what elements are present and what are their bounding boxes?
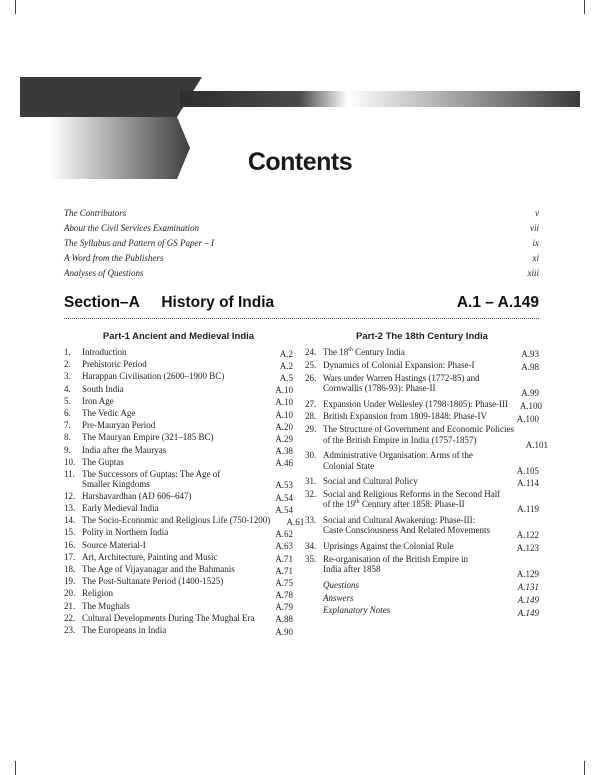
front-matter-page: vii xyxy=(530,223,539,233)
entry-page: A.90 xyxy=(275,626,293,637)
toc-entry[interactable] xyxy=(305,373,539,399)
entry-title-block xyxy=(323,424,514,450)
entry-page: A.88 xyxy=(275,614,293,625)
front-matter-page: xi xyxy=(532,253,539,263)
toc-entry[interactable] xyxy=(64,384,293,396)
superscript: th xyxy=(355,499,360,506)
entry-page: A.100 xyxy=(519,400,543,411)
entry-title: Questions xyxy=(323,579,359,590)
entry-number: 8. xyxy=(64,432,71,443)
entry-title: The Mauryan Empire (321–185 BC) xyxy=(82,432,214,443)
entry-title: Answers xyxy=(323,592,354,603)
entry-page: A.71 xyxy=(275,565,293,576)
toc-entry[interactable] xyxy=(64,625,293,637)
entry-title: Explanatory Notes xyxy=(323,605,391,616)
front-matter-title: A Word from the Publishers xyxy=(64,253,164,263)
entry-title: The Structure of Government and Economic Policies xyxy=(323,424,514,435)
entry-title: India after the Mauryas xyxy=(82,444,167,455)
entry-title-line2: Caste Consciousness And Related Movements xyxy=(323,525,490,536)
toc-entry[interactable] xyxy=(64,408,293,420)
entry-number: 10. xyxy=(64,456,76,467)
entry-page: A.119 xyxy=(517,504,539,515)
crop-mark xyxy=(15,0,16,14)
entry-page: A.5 xyxy=(279,373,293,384)
toc-entry[interactable] xyxy=(64,515,305,527)
page-title: Contents xyxy=(247,148,353,176)
section-name: History of India xyxy=(161,294,275,311)
entry-title: Expansion Under Wellesley (1798-1805): Phase-III xyxy=(323,398,509,409)
entry-title-block xyxy=(323,554,505,580)
entry-title-line2: Smaller Kingdoms xyxy=(82,479,150,490)
part1-heading: Part-1 Ancient and Medieval India xyxy=(102,331,255,342)
entry-title-line2: of the 19 xyxy=(323,499,355,510)
entry-number-spacer xyxy=(305,580,323,593)
entry-title: Re-organisation of the British Empire in xyxy=(323,553,469,564)
entry-page: A.78 xyxy=(275,590,293,601)
entry-page: A.129 xyxy=(516,569,539,580)
front-matter-page: v xyxy=(535,208,539,218)
entry-number: 32. xyxy=(305,488,317,499)
entry-title: Cultural Developments During The Mughal Era xyxy=(82,612,255,623)
entry-page: A.131 xyxy=(517,582,539,593)
toc-entry[interactable] xyxy=(64,527,293,539)
entry-page: A.2 xyxy=(279,348,293,359)
entry-number: 19. xyxy=(64,576,76,587)
toc-entry[interactable] xyxy=(64,359,293,371)
entry-number: 7. xyxy=(64,420,71,431)
section-divider xyxy=(64,318,539,319)
entry-number: 28. xyxy=(305,411,317,422)
toc-entry[interactable] xyxy=(305,360,539,373)
toc-entry[interactable] xyxy=(305,515,539,541)
entry-title: Administrative Organisation: Arms of the xyxy=(323,450,473,461)
superscript: th xyxy=(348,347,353,353)
front-matter-page: xiii xyxy=(527,268,539,278)
part1-column xyxy=(64,330,305,637)
toc-extra-entry[interactable] xyxy=(305,593,539,606)
entry-title-line2-block xyxy=(323,499,505,510)
entry-page: A.20 xyxy=(275,421,293,432)
entry-title-block xyxy=(82,469,259,491)
entry-title: Introduction xyxy=(82,347,127,357)
toc-entry[interactable] xyxy=(305,411,539,424)
entry-page: A.71 xyxy=(275,553,293,564)
entry-title: Source Material-I xyxy=(82,539,146,550)
entry-page: A.53 xyxy=(275,480,293,491)
toc-entry[interactable] xyxy=(64,396,293,408)
front-matter-item[interactable] xyxy=(64,266,539,281)
entry-title-rest: Century India xyxy=(352,347,405,357)
entry-number-spacer xyxy=(305,605,323,618)
entry-title: Prehistoric Period xyxy=(82,359,147,370)
section-heading[interactable] xyxy=(64,294,539,312)
toc-entry[interactable] xyxy=(64,564,293,576)
entry-number: 15. xyxy=(64,527,76,538)
front-matter-page: ix xyxy=(532,238,539,248)
entry-number: 5. xyxy=(64,395,71,406)
toc-entry[interactable] xyxy=(64,445,293,457)
entry-title: Harappan Civilisation (2600–1900 BC) xyxy=(82,371,225,382)
entry-title: Social and Cultural Policy xyxy=(323,476,418,487)
entry-title-line2: Cornwallis (1786-93): Phase-II xyxy=(323,383,436,394)
toc-entry[interactable] xyxy=(64,491,293,503)
entry-title-block xyxy=(323,515,505,541)
entry-page: A.62 xyxy=(275,529,293,540)
toc-entry[interactable] xyxy=(64,588,293,600)
entry-title: Iron Age xyxy=(82,395,114,406)
toc-extra-entry[interactable] xyxy=(305,605,539,618)
entry-number: 23. xyxy=(64,624,76,635)
toc-entry[interactable] xyxy=(64,457,293,469)
toc-entry[interactable] xyxy=(305,541,539,554)
entry-number: 6. xyxy=(64,407,71,418)
toc-entry[interactable] xyxy=(305,450,539,476)
front-matter-item[interactable] xyxy=(64,251,539,266)
entry-title-block xyxy=(323,450,505,476)
entry-title: Religion xyxy=(82,588,113,599)
entry-number: 34. xyxy=(305,540,317,551)
header-banner xyxy=(20,77,580,117)
entry-number: 31. xyxy=(305,476,317,487)
entry-page: A.149 xyxy=(517,607,539,618)
entry-title-line2: of the British Empire in India (1757-1857) xyxy=(323,434,477,445)
entry-page: A.123 xyxy=(516,543,539,554)
entry-title: The Vedic Age xyxy=(82,407,136,418)
entry-title: Social and Religious Reforms in the Second Half xyxy=(323,488,501,499)
front-matter-list xyxy=(64,206,539,281)
entry-number: 24. xyxy=(305,347,317,357)
entry-page: A.75 xyxy=(275,577,293,588)
toc-entry[interactable] xyxy=(305,476,539,489)
toc-entry[interactable] xyxy=(64,469,293,491)
entry-title: Dynamics of Colonial Expansion: Phase-I xyxy=(323,359,475,370)
entry-number: 33. xyxy=(305,514,317,525)
toc-entry[interactable] xyxy=(64,503,293,515)
front-matter-item[interactable] xyxy=(64,236,539,251)
front-matter-item[interactable] xyxy=(64,221,539,236)
entry-page: A.61 xyxy=(286,516,305,527)
front-matter-title: About the Civil Services Examination xyxy=(64,223,199,233)
entry-page: A.98 xyxy=(521,362,539,373)
toc-entry[interactable] xyxy=(64,420,293,432)
entry-title: The Socio-Economic and Religious Life (750-1200) xyxy=(82,515,271,526)
entry-number: 29. xyxy=(305,424,317,435)
entry-page: A.99 xyxy=(521,388,539,399)
entry-page: A.10 xyxy=(275,409,293,420)
part2-heading: Part-2 The 18th Century India xyxy=(356,331,488,342)
entry-title: Art, Architecture, Painting and Music xyxy=(82,551,218,562)
entry-title: Social and Cultural Awakening: Phase-III: xyxy=(323,514,476,525)
entry-page: A.149 xyxy=(517,594,539,605)
entry-title: The Post-Sultanate Period (1400-1525) xyxy=(82,576,224,587)
entry-page: A.101 xyxy=(525,439,548,450)
entry-title: South India xyxy=(82,383,124,394)
entry-page: A.10 xyxy=(275,397,293,408)
toc-entry[interactable] xyxy=(64,601,293,613)
entry-title: The Mughals xyxy=(82,600,130,611)
entry-title-line2: India after 1858 xyxy=(323,564,381,575)
toc-entry[interactable] xyxy=(305,347,539,360)
entry-title-block xyxy=(323,347,505,360)
entry-number: 4. xyxy=(64,383,71,394)
crop-mark xyxy=(584,761,585,775)
entry-page: A.93 xyxy=(521,349,539,360)
entry-number: 27. xyxy=(305,398,317,409)
entry-number: 30. xyxy=(305,450,317,461)
entry-number: 21. xyxy=(64,600,76,611)
front-matter-item[interactable] xyxy=(64,206,539,221)
entry-page: A.54 xyxy=(275,504,293,515)
toc-entry[interactable] xyxy=(305,554,539,580)
section-label: Section–A xyxy=(64,294,140,311)
toc-extra-entry[interactable] xyxy=(305,580,539,593)
entry-number: 17. xyxy=(64,551,76,562)
entry-page: A.114 xyxy=(517,478,539,489)
toc-entry[interactable] xyxy=(64,540,293,552)
entry-number: 13. xyxy=(64,503,76,514)
entry-page: A.122 xyxy=(516,530,539,541)
section-page-range: A.1 – A.149 xyxy=(456,294,539,311)
entry-page: A.2 xyxy=(279,360,293,371)
entry-title: Pre-Mauryan Period xyxy=(82,420,156,431)
entry-number: 1. xyxy=(64,347,71,357)
crop-mark xyxy=(15,761,16,775)
entry-number: 12. xyxy=(64,490,76,501)
entry-page: A.79 xyxy=(275,602,293,613)
entry-page: A.29 xyxy=(275,434,293,444)
front-matter-title: The Syllabus and Pattern of GS Paper – I xyxy=(64,238,214,248)
entry-title: Wars under Warren Hastings (1772-85) and xyxy=(323,372,480,383)
entry-title-block xyxy=(323,489,505,515)
entry-number-spacer xyxy=(305,593,323,606)
entry-title: Harshavardhan (AD 606–647) xyxy=(82,490,192,501)
crop-mark xyxy=(584,0,585,14)
entry-title: British Expansion from 1809-1848: Phase-IV xyxy=(323,411,487,422)
entry-title: The 18 xyxy=(323,347,349,357)
entry-number: 14. xyxy=(64,515,76,526)
toc-entry[interactable] xyxy=(64,552,293,564)
toc-entry[interactable] xyxy=(64,371,293,383)
entry-title: The Europeans in India xyxy=(82,624,167,635)
entry-title: Uprisings Against the Colonial Rule xyxy=(323,540,454,551)
entry-title-line2-rest: Century after 1858: Phase-II xyxy=(359,499,465,510)
entry-page: A.38 xyxy=(275,446,293,457)
entry-page: A.54 xyxy=(275,492,293,503)
toc-entry[interactable] xyxy=(305,398,543,412)
entry-title: Early Medieval India xyxy=(82,503,159,514)
toc-entry[interactable] xyxy=(64,613,293,625)
entry-page: A.63 xyxy=(275,541,293,552)
entry-number: 25. xyxy=(305,359,317,370)
entry-number: 9. xyxy=(64,444,71,455)
entry-title: The Age of Vijayanagar and the Bahmanis xyxy=(82,564,235,574)
entry-number: 3. xyxy=(64,371,71,382)
entry-page: A.46 xyxy=(275,458,293,469)
toc-entry[interactable] xyxy=(64,432,293,444)
front-matter-title: The Contributors xyxy=(64,208,127,218)
entry-number: 22. xyxy=(64,612,76,623)
entry-title-line2: Colonial State xyxy=(323,460,375,471)
entry-number: 11. xyxy=(64,468,75,479)
entry-number: 16. xyxy=(64,539,76,550)
entry-number: 18. xyxy=(64,564,76,574)
entry-number: 35. xyxy=(305,553,317,564)
front-matter-title: Analyses of Questions xyxy=(64,268,144,278)
entry-page: A.105 xyxy=(516,465,539,476)
entry-number: 2. xyxy=(64,359,71,370)
toc-entry[interactable] xyxy=(305,424,548,450)
toc-entry[interactable] xyxy=(305,489,539,515)
entry-page: A.100 xyxy=(516,413,539,424)
entry-page: A.10 xyxy=(275,385,293,396)
entry-title: Polity in Northern India xyxy=(82,527,169,538)
part2-column xyxy=(305,330,548,618)
entry-title-block xyxy=(323,373,505,399)
entry-number: 26. xyxy=(305,372,317,383)
entry-title: The Successors of Guptas: The Age of xyxy=(82,468,221,479)
entry-number: 20. xyxy=(64,588,76,599)
toc-entry[interactable] xyxy=(64,347,293,359)
entry-title: The Guptas xyxy=(82,456,124,467)
toc-entry[interactable] xyxy=(64,576,293,588)
